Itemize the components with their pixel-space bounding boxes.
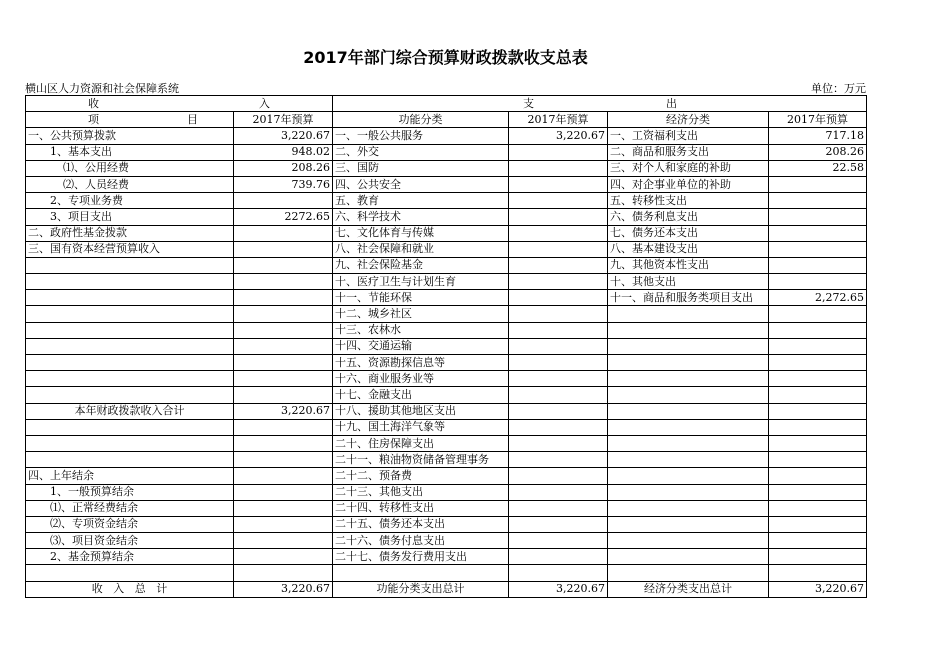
item-column-header bbox=[26, 112, 234, 128]
table-totals bbox=[26, 581, 867, 597]
income-total-amount: 3,220.67 bbox=[234, 581, 333, 597]
economic-amount bbox=[769, 387, 867, 403]
expense-header-right: 出 bbox=[666, 96, 677, 110]
economic-column-header: 经济分类 bbox=[608, 112, 769, 128]
function-item: 十、医疗卫生与计划生育 bbox=[333, 274, 509, 290]
function-amount bbox=[509, 565, 608, 581]
income-item: ⑴、公用经费 bbox=[26, 160, 234, 176]
economic-amount bbox=[769, 419, 867, 435]
income-item bbox=[26, 387, 234, 403]
economic-amount bbox=[769, 355, 867, 371]
income-amount: 2272.65 bbox=[234, 209, 333, 225]
income-item bbox=[26, 274, 234, 290]
function-item: 十四、交通运输 bbox=[333, 338, 509, 354]
economic-item: 六、债务利息支出 bbox=[608, 209, 769, 225]
table-row bbox=[26, 387, 867, 403]
income-amount bbox=[234, 257, 333, 273]
income-amount bbox=[234, 355, 333, 371]
economic-item bbox=[608, 355, 769, 371]
economic-amount: 2,272.65 bbox=[769, 290, 867, 306]
economic-item bbox=[608, 403, 769, 419]
table-row bbox=[26, 128, 867, 144]
income-amount bbox=[234, 193, 333, 209]
table-row bbox=[26, 306, 867, 322]
income-item: 1、基本支出 bbox=[26, 144, 234, 160]
function-amount bbox=[509, 484, 608, 500]
income-budget-header: 2017年预算 bbox=[234, 112, 333, 128]
economic-item: 四、对企事业单位的补助 bbox=[608, 176, 769, 192]
function-item: 十九、国土海洋气象等 bbox=[333, 419, 509, 435]
function-item: 二十、住房保障支出 bbox=[333, 435, 509, 451]
function-item: 二十三、其他支出 bbox=[333, 484, 509, 500]
function-item: 十三、农林水 bbox=[333, 322, 509, 338]
income-item bbox=[26, 371, 234, 387]
function-amount bbox=[509, 257, 608, 273]
function-amount bbox=[509, 387, 608, 403]
expense-section-header bbox=[333, 96, 867, 112]
function-amount bbox=[509, 290, 608, 306]
economic-item: 五、转移性支出 bbox=[608, 193, 769, 209]
income-item: 本年财政拨款收入合计 bbox=[26, 403, 234, 419]
income-header-right: 入 bbox=[259, 96, 270, 110]
income-item: 三、国有资本经营预算收入 bbox=[26, 241, 234, 257]
economic-item bbox=[608, 516, 769, 532]
income-amount bbox=[234, 565, 333, 581]
income-amount: 3,220.67 bbox=[234, 403, 333, 419]
income-amount bbox=[234, 500, 333, 516]
income-amount: 948.02 bbox=[234, 144, 333, 160]
economic-amount bbox=[769, 484, 867, 500]
function-amount bbox=[509, 225, 608, 241]
function-item: 三、国防 bbox=[333, 160, 509, 176]
economic-item bbox=[608, 371, 769, 387]
table-row bbox=[26, 160, 867, 176]
economic-amount bbox=[769, 549, 867, 565]
income-amount: 208.26 bbox=[234, 160, 333, 176]
income-item bbox=[26, 306, 234, 322]
economic-amount bbox=[769, 274, 867, 290]
function-item: 七、文化体育与传媒 bbox=[333, 225, 509, 241]
item-header-left: 项 bbox=[88, 112, 99, 126]
economic-amount bbox=[769, 176, 867, 192]
function-amount bbox=[509, 176, 608, 192]
function-amount bbox=[509, 306, 608, 322]
function-amount bbox=[509, 144, 608, 160]
economic-item bbox=[608, 387, 769, 403]
income-item: 一、公共预算拨款 bbox=[26, 128, 234, 144]
economic-amount bbox=[769, 533, 867, 549]
economic-item bbox=[608, 468, 769, 484]
economic-amount bbox=[769, 371, 867, 387]
income-item: 3、项目支出 bbox=[26, 209, 234, 225]
table-row bbox=[26, 452, 867, 468]
function-amount: 3,220.67 bbox=[509, 128, 608, 144]
income-amount bbox=[234, 533, 333, 549]
function-amount bbox=[509, 549, 608, 565]
table-row bbox=[26, 435, 867, 451]
function-amount bbox=[509, 274, 608, 290]
header-row-columns bbox=[26, 112, 867, 128]
economic-item bbox=[608, 322, 769, 338]
table-row bbox=[26, 355, 867, 371]
table-row bbox=[26, 533, 867, 549]
function-amount bbox=[509, 355, 608, 371]
income-item bbox=[26, 435, 234, 451]
economic-item bbox=[608, 484, 769, 500]
economic-item bbox=[608, 419, 769, 435]
economic-item bbox=[608, 435, 769, 451]
function-item: 九、社会保险基金 bbox=[333, 257, 509, 273]
economic-amount bbox=[769, 306, 867, 322]
economic-amount bbox=[769, 403, 867, 419]
function-amount bbox=[509, 160, 608, 176]
function-amount bbox=[509, 241, 608, 257]
economic-item: 一、工资福利支出 bbox=[608, 128, 769, 144]
economic-item bbox=[608, 500, 769, 516]
economic-amount: 717.18 bbox=[769, 128, 867, 144]
table-row bbox=[26, 419, 867, 435]
income-item: ⑴、正常经费结余 bbox=[26, 500, 234, 516]
income-total-label: 收 入 总 计 bbox=[26, 581, 234, 597]
income-amount bbox=[234, 338, 333, 354]
table-row bbox=[26, 274, 867, 290]
income-amount bbox=[234, 225, 333, 241]
economic-item: 二、商品和服务支出 bbox=[608, 144, 769, 160]
economic-item: 九、其他资本性支出 bbox=[608, 257, 769, 273]
expense-header-left: 支 bbox=[523, 96, 534, 110]
function-item: 二十五、债务还本支出 bbox=[333, 516, 509, 532]
function-amount bbox=[509, 435, 608, 451]
function-amount bbox=[509, 403, 608, 419]
income-section-header bbox=[26, 96, 333, 112]
income-item bbox=[26, 565, 234, 581]
economic-item bbox=[608, 306, 769, 322]
table-row bbox=[26, 484, 867, 500]
economic-item: 十一、商品和服务类项目支出 bbox=[608, 290, 769, 306]
income-amount bbox=[234, 387, 333, 403]
budget-table bbox=[25, 95, 867, 598]
economic-item bbox=[608, 338, 769, 354]
organization-name: 横山区人力资源和社会保障系统 bbox=[25, 82, 179, 95]
economic-amount bbox=[769, 225, 867, 241]
table-row bbox=[26, 225, 867, 241]
table-row bbox=[26, 322, 867, 338]
income-amount bbox=[234, 468, 333, 484]
table-row bbox=[26, 500, 867, 516]
economic-amount bbox=[769, 435, 867, 451]
income-amount bbox=[234, 306, 333, 322]
totals-row bbox=[26, 581, 867, 597]
economic-amount: 22.58 bbox=[769, 160, 867, 176]
income-item: 2、专项业务费 bbox=[26, 193, 234, 209]
income-header-left: 收 bbox=[88, 96, 99, 110]
function-item: 十五、资源勘探信息等 bbox=[333, 355, 509, 371]
income-item bbox=[26, 355, 234, 371]
function-total-amount: 3,220.67 bbox=[509, 581, 608, 597]
table-row bbox=[26, 241, 867, 257]
table-row bbox=[26, 549, 867, 565]
income-amount bbox=[234, 484, 333, 500]
function-item: 十二、城乡社区 bbox=[333, 306, 509, 322]
function-amount bbox=[509, 516, 608, 532]
function-amount bbox=[509, 419, 608, 435]
economic-amount bbox=[769, 338, 867, 354]
function-item: 十一、节能环保 bbox=[333, 290, 509, 306]
table-row bbox=[26, 209, 867, 225]
function-column-header: 功能分类 bbox=[333, 112, 509, 128]
income-item: ⑵、专项资金结余 bbox=[26, 516, 234, 532]
function-item: 十六、商业服务业等 bbox=[333, 371, 509, 387]
economic-budget-header: 2017年预算 bbox=[769, 112, 867, 128]
function-item: 十八、援助其他地区支出 bbox=[333, 403, 509, 419]
income-item: 二、政府性基金拨款 bbox=[26, 225, 234, 241]
income-amount bbox=[234, 435, 333, 451]
function-item: 四、公共安全 bbox=[333, 176, 509, 192]
economic-item bbox=[608, 549, 769, 565]
table-row bbox=[26, 338, 867, 354]
economic-item: 三、对个人和家庭的补助 bbox=[608, 160, 769, 176]
income-amount bbox=[234, 452, 333, 468]
table-row bbox=[26, 144, 867, 160]
income-amount bbox=[234, 241, 333, 257]
economic-item: 八、基本建设支出 bbox=[608, 241, 769, 257]
economic-amount: 208.26 bbox=[769, 144, 867, 160]
income-amount: 739.76 bbox=[234, 176, 333, 192]
function-amount bbox=[509, 500, 608, 516]
table-row bbox=[26, 516, 867, 532]
income-amount bbox=[234, 274, 333, 290]
income-item bbox=[26, 419, 234, 435]
income-item: ⑵、人员经费 bbox=[26, 176, 234, 192]
income-amount bbox=[234, 322, 333, 338]
table-row bbox=[26, 290, 867, 306]
economic-amount bbox=[769, 209, 867, 225]
table-row bbox=[26, 176, 867, 192]
income-item: 2、基金预算结余 bbox=[26, 549, 234, 565]
economic-item: 七、债务还本支出 bbox=[608, 225, 769, 241]
table-body bbox=[26, 128, 867, 581]
economic-amount bbox=[769, 257, 867, 273]
income-item: ⑶、项目资金结余 bbox=[26, 533, 234, 549]
economic-amount bbox=[769, 322, 867, 338]
function-item: 二十四、转移性支出 bbox=[333, 500, 509, 516]
income-amount: 3,220.67 bbox=[234, 128, 333, 144]
economic-item bbox=[608, 452, 769, 468]
income-item bbox=[26, 257, 234, 273]
economic-item bbox=[608, 565, 769, 581]
function-item bbox=[333, 565, 509, 581]
economic-total-label: 经济分类支出总计 bbox=[608, 581, 769, 597]
economic-amount bbox=[769, 241, 867, 257]
economic-item: 十、其他支出 bbox=[608, 274, 769, 290]
function-item: 六、科学技术 bbox=[333, 209, 509, 225]
income-item bbox=[26, 322, 234, 338]
header-row-sections bbox=[26, 96, 867, 112]
income-amount bbox=[234, 371, 333, 387]
income-amount bbox=[234, 516, 333, 532]
table-header bbox=[26, 96, 867, 128]
economic-item bbox=[608, 533, 769, 549]
function-item: 一、一般公共服务 bbox=[333, 128, 509, 144]
function-amount bbox=[509, 533, 608, 549]
function-total-label: 功能分类支出总计 bbox=[333, 581, 509, 597]
function-item: 二十七、债务发行费用支出 bbox=[333, 549, 509, 565]
income-item bbox=[26, 290, 234, 306]
economic-amount bbox=[769, 516, 867, 532]
function-item: 二十六、债务付息支出 bbox=[333, 533, 509, 549]
income-item: 四、上年结余 bbox=[26, 468, 234, 484]
table-row bbox=[26, 403, 867, 419]
function-amount bbox=[509, 452, 608, 468]
income-item bbox=[26, 338, 234, 354]
function-amount bbox=[509, 338, 608, 354]
function-item: 二、外交 bbox=[333, 144, 509, 160]
function-amount bbox=[509, 322, 608, 338]
economic-amount bbox=[769, 565, 867, 581]
function-item: 十七、金融支出 bbox=[333, 387, 509, 403]
page-title: 2017年部门综合预算财政拨款收支总表 bbox=[303, 48, 588, 67]
function-item: 八、社会保障和就业 bbox=[333, 241, 509, 257]
table-row bbox=[26, 193, 867, 209]
table-row bbox=[26, 565, 867, 581]
table-row bbox=[26, 257, 867, 273]
economic-amount bbox=[769, 452, 867, 468]
economic-amount bbox=[769, 500, 867, 516]
economic-total-amount: 3,220.67 bbox=[769, 581, 867, 597]
table-row bbox=[26, 371, 867, 387]
income-amount bbox=[234, 419, 333, 435]
unit-label: 单位：万元 bbox=[811, 82, 866, 95]
function-amount bbox=[509, 209, 608, 225]
income-item: 1、一般预算结余 bbox=[26, 484, 234, 500]
income-item bbox=[26, 452, 234, 468]
function-item: 五、教育 bbox=[333, 193, 509, 209]
economic-amount bbox=[769, 468, 867, 484]
income-amount bbox=[234, 290, 333, 306]
function-amount bbox=[509, 193, 608, 209]
function-amount bbox=[509, 371, 608, 387]
function-item: 二十二、预备费 bbox=[333, 468, 509, 484]
table-row bbox=[26, 468, 867, 484]
function-budget-header: 2017年预算 bbox=[509, 112, 608, 128]
item-header-right: 目 bbox=[187, 112, 198, 126]
income-amount bbox=[234, 549, 333, 565]
economic-amount bbox=[769, 193, 867, 209]
function-amount bbox=[509, 468, 608, 484]
function-item: 二十一、粮油物资储备管理事务 bbox=[333, 452, 509, 468]
